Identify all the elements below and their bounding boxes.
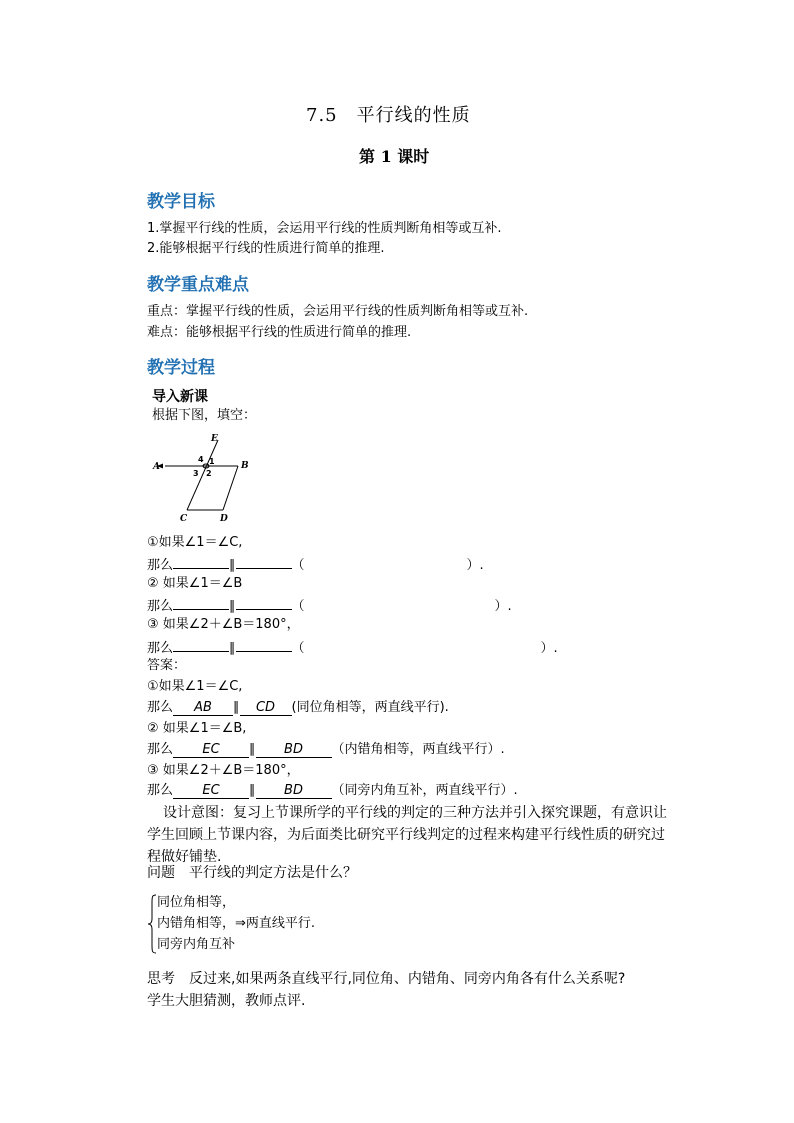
answer-1-condition: ①如果∠1＝∠C, xyxy=(147,679,243,694)
answer-1-line: 那么 AB ∥ CD (同位角相等，两直线平行). xyxy=(147,700,449,715)
question-1-answer-line: 那么 ∥ （ ）. xyxy=(147,555,484,574)
lesson-subtitle: 第 1 课时 xyxy=(359,147,430,166)
label-e: E xyxy=(211,434,218,444)
answers-label: 答案： xyxy=(147,658,187,673)
answer-reason: （同旁内角互补，两直线平行）. xyxy=(331,783,518,798)
angle-label-3: 3 xyxy=(193,469,199,478)
intro-label: 导入新课 xyxy=(152,389,208,405)
objective-item: 1.掌握平行线的性质，会运用平行线的性质判断角相等或互补. xyxy=(147,221,502,236)
page-title: 7.5 平行线的性质 xyxy=(306,105,471,126)
instruction-text: 根据下图，填空： xyxy=(152,408,257,423)
question-2-condition: ② 如果∠1＝∠B xyxy=(147,576,243,591)
question-3-condition: ③ 如果∠2＋∠B＝180°， xyxy=(147,617,300,632)
answer-value: BD xyxy=(256,743,332,758)
question-1-condition: ①如果∠1＝∠C, xyxy=(147,535,243,550)
answer-reason: (同位角相等，两直线平行). xyxy=(291,700,449,715)
answer-reason: （内错角相等，两直线平行）. xyxy=(331,742,505,757)
key-point-item: 重点：掌握平行线的性质，会运用平行线的性质判断角相等或互补. xyxy=(147,304,529,319)
key-points-heading: 教学重点难点 xyxy=(147,275,249,295)
objectives-heading: 教学目标 xyxy=(147,192,215,212)
blank-field[interactable] xyxy=(173,638,229,652)
blank-field[interactable] xyxy=(305,639,541,652)
angle-label-2: 2 xyxy=(206,469,212,478)
answer-value: CD xyxy=(240,701,292,716)
answer-value: EC xyxy=(173,743,249,758)
objective-item: 2.能够根据平行线的性质进行简单的推理. xyxy=(147,241,385,256)
blank-field[interactable] xyxy=(305,597,495,610)
brace-item-with-result: 内错角相等，⇒两直线平行. xyxy=(157,916,316,931)
key-point-item: 难点：能够根据平行线的性质进行简单的推理. xyxy=(147,325,412,340)
brace-item: 同旁内角互补 xyxy=(157,937,236,952)
design-intent-paragraph: 设计意图：复习上节课所学的平行线的判定的三种方法并引入探究课题，有意识让学生回顾上节课内容，为后面类比研究平行线判定的过程来构建平行线性质的研究过程做好铺垫. xyxy=(147,805,667,865)
brace-item: 同位角相等， xyxy=(157,895,236,910)
blank-field[interactable] xyxy=(236,555,292,569)
brace-result: ⇒两直线平行. xyxy=(235,916,316,931)
answer-2-condition: ② 如果∠1＝∠B, xyxy=(147,721,247,736)
label-d: D xyxy=(220,514,228,524)
angle-label-1: 1 xyxy=(209,457,215,466)
parallel-lines-figure xyxy=(145,428,265,528)
answer-value: EC xyxy=(173,784,249,799)
answer-value: AB xyxy=(173,701,233,716)
blank-field[interactable] xyxy=(305,556,467,569)
question-3-answer-line: 那么 ∥ （ ）. xyxy=(147,638,558,657)
process-heading: 教学过程 xyxy=(147,358,215,378)
question-2-answer-line: 那么 ∥ （ ）. xyxy=(147,596,512,615)
blank-field[interactable] xyxy=(236,638,292,652)
answer-3-line: 那么 EC ∥ BD （同旁内角互补，两直线平行）. xyxy=(147,783,518,798)
answer-value: BD xyxy=(256,784,332,799)
label-b: B xyxy=(241,461,249,471)
label-c: C xyxy=(180,514,188,524)
answer-2-line: 那么 EC ∥ BD （内错角相等，两直线平行）. xyxy=(147,742,505,757)
line-ec xyxy=(187,440,218,510)
blank-field[interactable] xyxy=(173,596,229,610)
question-text: 问题 平行线的判定方法是什么？ xyxy=(147,865,357,881)
angle-label-4: 4 xyxy=(198,455,204,464)
think-text: 思考 反过来,如果两条直线平行,同位角、内错角、同旁内角各有什么关系呢? xyxy=(147,971,626,987)
line-bd xyxy=(223,466,238,510)
blank-field[interactable] xyxy=(173,555,229,569)
closing-text: 学生大胆猜测，教师点评. xyxy=(147,993,306,1009)
blank-field[interactable] xyxy=(236,596,292,610)
answer-3-condition: ③ 如果∠2＋∠B＝180°， xyxy=(147,763,300,778)
label-a: A xyxy=(153,462,160,472)
